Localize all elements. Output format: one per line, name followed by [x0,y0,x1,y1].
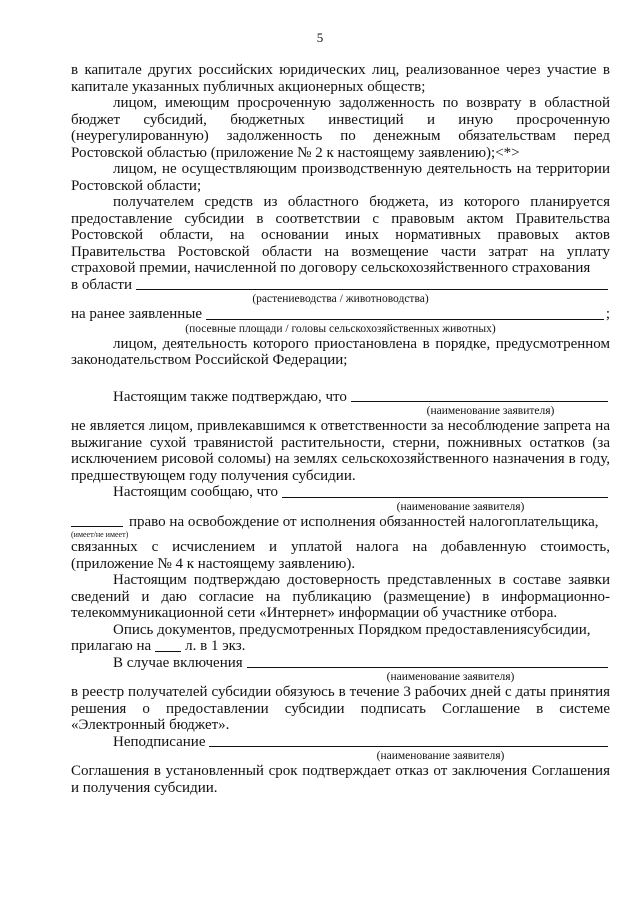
caption-areas: (посевные площади / головы сельскохозяйственных животных) [185,322,496,335]
paragraph-1: в капитале других российских юридических лиц, реализованное через участие в капитале указанных публичных акционерных обществ; [71,62,610,95]
fill-line-inclusion-label: В случае включения [113,654,243,671]
fill-line-declared-end: ; [605,306,610,322]
sheets-label-2: л. в 1 экз. [185,638,246,654]
paragraph-3: лицом, не осуществляющим производственную деятельность на территории Ростовской области; [71,161,610,194]
fill-line-region-label: в области [71,276,132,293]
right-blank[interactable] [71,514,123,527]
caption-applicant-3: (наименование заявителя) [386,671,515,683]
page-number: 5 [316,30,324,45]
caption-applicant-1: (наименование заявителя) [426,405,555,417]
fill-line-inform [71,484,610,501]
fill-line-declared [71,306,610,323]
caption-applicant-2: (наименование заявителя) [396,500,525,513]
fill-line-right [71,514,610,531]
sheets-label-1: прилагаю на [71,638,152,654]
paragraph-2: лицом, имеющим просроченную задолженность по возврату в областной бюджет субсидий, бюджетных инвестиций и иную просроченную (неурегулированную) задолженность по денежным обязательствам перед Ростовской областью (приложение № 2 к настоящему заявлению);<*> [71,95,610,161]
caption-crop: (растениеводства / животноводства) [252,293,429,305]
fill-line-inform-label: Настоящим сообщаю, что [113,484,279,500]
fill-line-sheets [71,638,610,655]
document-body [71,62,610,796]
paragraph-10: в реестр получателей субсидии обязуюсь в течение 3 рабочих дней с даты принятия решения о предоставлении субсидии подписать Соглашение в системе «Электронный бюджет». [71,684,610,733]
fill-line-nonsigning [71,734,610,751]
applicant-blank-1[interactable] [351,389,608,402]
fill-line-right-text: право на освобождение от исполнения обязанностей налогоплательщика, [129,513,599,530]
paragraph-5: лицом, деятельность которого приостановлена в порядке, предусмотренном законодательством Российской Федерации; [71,335,610,368]
fill-line-nonsigning-label: Неподписание [113,733,206,750]
paragraph-9: Опись документов, предусмотренных Порядком предоставлениясубсидии, [113,621,591,638]
declared-blank[interactable] [206,307,604,320]
sheets-blank[interactable] [155,639,181,652]
paragraph-8: Настоящим подтверждаю достоверность представленных в составе заявки сведений и даю согласие на публикацию (размещение) в информационно-телекоммуникационной сети «Интернет» информации об участнике отбора. [71,572,610,621]
fill-line-region [71,277,610,294]
applicant-blank-3[interactable] [247,655,608,668]
paragraph-4: получателем средств из областного бюджета, из которого планируется предоставление субсидии в соответствии с правовым актом Правительства Ростовской области, на основании иных нормативных правовых актов Правительства Ростовской области на возмещение части затрат на уплату страховой премии, начисленной по договору сельскохозяйственного страхования [71,194,610,276]
fill-line-confirm [71,389,610,406]
applicant-blank-2[interactable] [282,485,608,498]
paragraph-7: связанных с исчислением и уплатой налога на добавленную стоимость, (приложение № 4 к настоящему заявлению). [71,539,610,572]
caption-has-hasnot: (имеет/не имеет) [71,530,129,539]
paragraph-6: не является лицом, привлекавшимся к ответственности за несоблюдение запрета на выжигание сухой травянистой растительности, стерни, пожнивных остатков (за исключением рисовой соломы) на землях сельскохозяйственного назначения в году, предшествующем году получения субсидии. [71,418,610,484]
fill-line-inclusion [71,655,610,672]
applicant-blank-4[interactable] [209,734,608,747]
caption-applicant-4: (наименование заявителя) [376,750,505,762]
fill-line-declared-label: на ранее заявленные [71,306,202,322]
region-blank[interactable] [136,277,608,290]
fill-line-confirm-label: Настоящим также подтверждаю, что [113,388,347,405]
paragraph-11: Соглашения в установленный срок подтверждает отказ от заключения Соглашения и получения субсидии. [71,763,610,796]
